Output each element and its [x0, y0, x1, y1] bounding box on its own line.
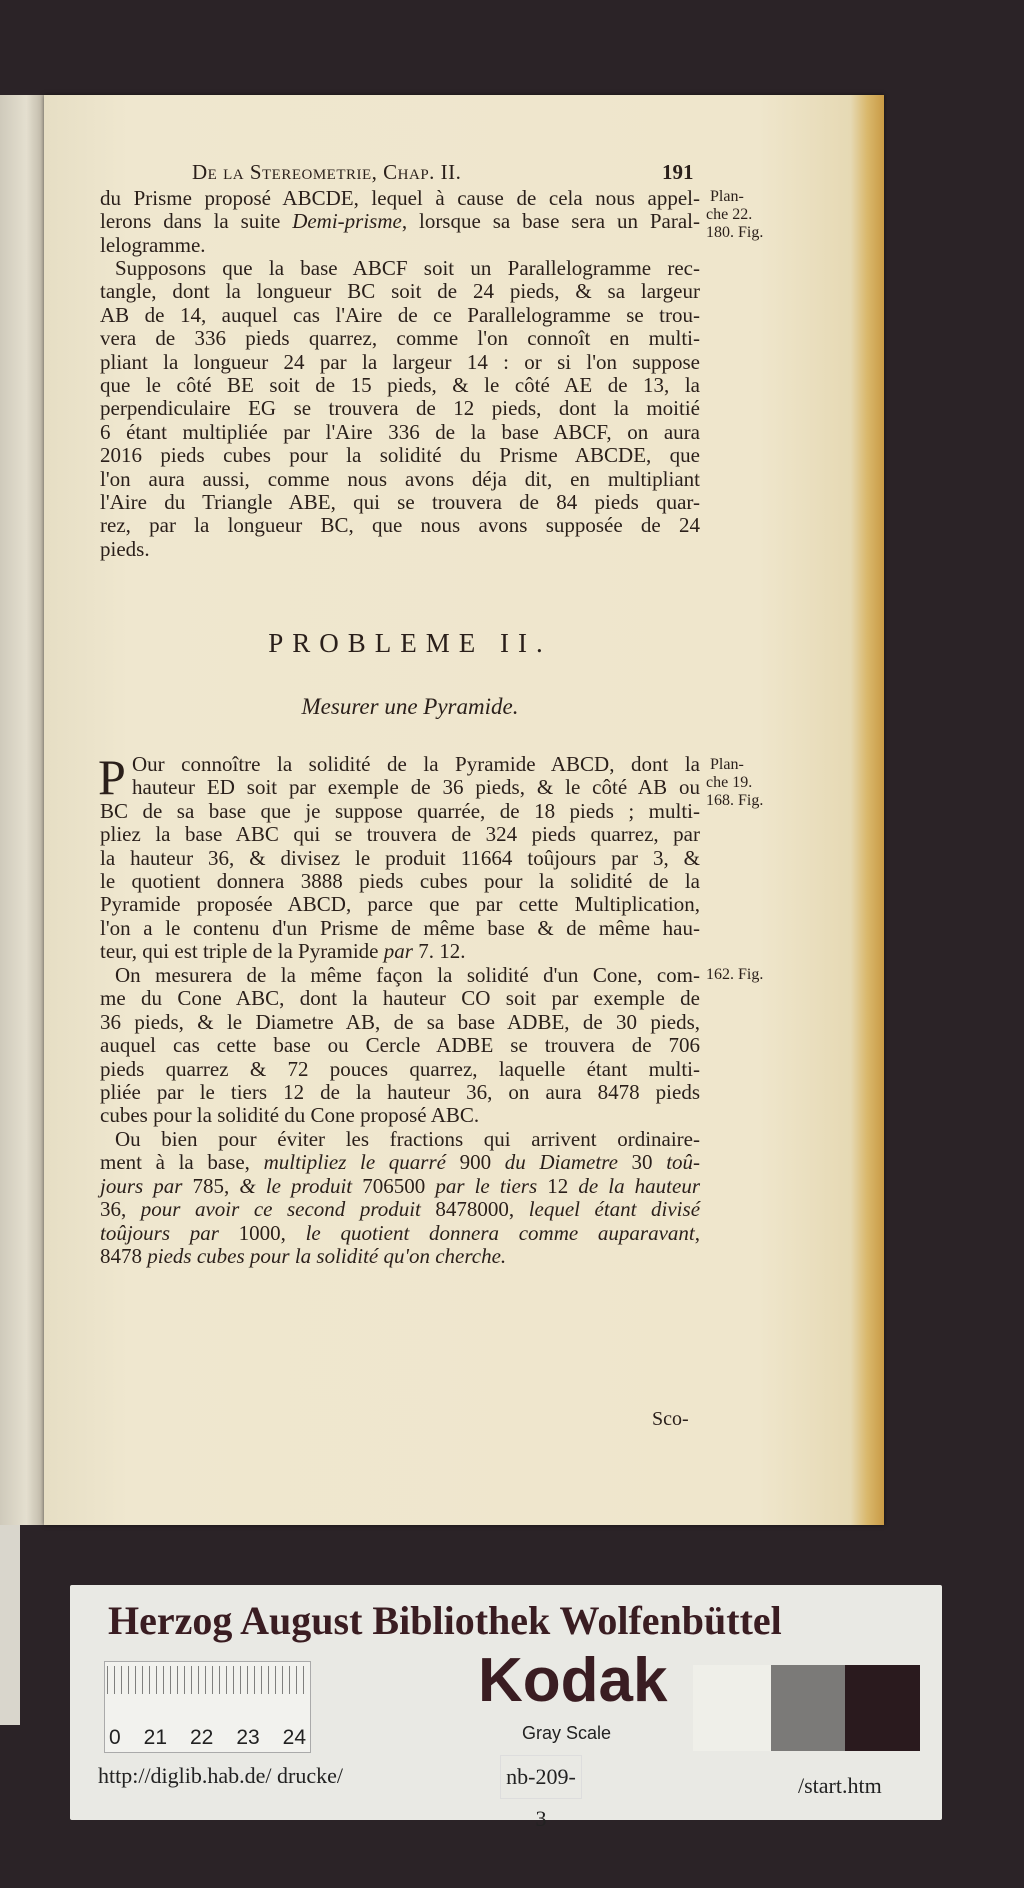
text-line: Our connoître la solidité de la Pyramide ABCD, dont la	[132, 752, 700, 776]
text-line: 8478 pieds cubes pour la solidité qu'on cherche.	[100, 1244, 507, 1268]
text-line: l'on a le contenu d'un Prisme de même base & de même hau-	[100, 915, 700, 940]
text-line: BC de sa base que je suppose quarrée, de 18 pieds ; multi-	[100, 798, 700, 823]
swatch-black	[845, 1665, 920, 1751]
text-line: vera de 336 pieds quarrez, comme l'on connoît en multi-	[100, 326, 700, 351]
text-line: pliée par le tiers 12 de la hauteur 36, on aura 8478 pieds	[100, 1080, 700, 1104]
catchword: Sco-	[652, 1408, 689, 1430]
problem-heading: PROBLEME II.	[268, 628, 552, 658]
ruler-numbers	[109, 1726, 306, 1750]
text-line: me du Cone ABC, dont la hauteur CO soit par exemple de	[100, 986, 700, 1011]
gray-scale-label: Gray Scale	[522, 1723, 612, 1743]
margin-note: 162. Fig.	[706, 966, 764, 983]
ruler	[104, 1661, 311, 1753]
text-line: Ou bien pour éviter les fractions qui arrivent ordinaire-	[115, 1127, 700, 1151]
ruler-number: 22	[189, 1726, 214, 1749]
text-line: perpendiculaire EG se trouvera de 12 pieds, dont la moitié	[100, 396, 700, 421]
text-line: pieds.	[100, 536, 150, 561]
swatch-white	[693, 1665, 771, 1751]
library-name: Herzog August Bibliothek Wolfenbüttel	[108, 1598, 782, 1643]
text-line: 36, pour avoir ce second produit 8478000, lequel étant divisé	[100, 1197, 701, 1222]
text-line: l'Aire du Triangle ABE, qui se trouvera de 84 pieds quar-	[100, 490, 700, 514]
text-line: AB de 14, auquel cas l'Aire de ce Parallelogramme se trou-	[100, 302, 700, 327]
page-number: 191	[662, 160, 694, 184]
text-line: teur, qui est triple de la Pyramide par 7. 12.	[100, 939, 466, 964]
text-line: pieds quarrez & 72 pouces quarrez, laquelle étant multi-	[100, 1056, 700, 1081]
text-line: l'on aura aussi, comme nous avons déja dit, en multipliant	[100, 466, 700, 491]
ruler-number: 24	[282, 1726, 306, 1749]
text-line: 6 étant multipliée par l'Aire 336 de la base ABCF, on aura	[100, 419, 700, 444]
facing-page-edge	[0, 95, 44, 1525]
margin-note: Plan-	[710, 188, 744, 205]
text-line: Pyramide proposée ABCD, parce que par cette Multiplication,	[100, 892, 700, 917]
margin-note: che 22.	[706, 206, 753, 223]
problem-subtitle: Mesurer une Pyramide.	[301, 694, 519, 719]
margin-note: 168. Fig.	[706, 792, 764, 809]
url-suffix: /start.htm	[798, 1773, 882, 1798]
text-line: On mesurera de la même façon la solidité d'un Cone, com-	[115, 963, 700, 987]
text-line: la hauteur 36, & divisez le produit 11664 toûjours par 3, &	[100, 845, 700, 870]
text-line: cubes pour la solidité du Cone proposé ABC.	[100, 1103, 480, 1128]
text-line: toûjours par 1000, le quotient donnera comme auparavant,	[100, 1220, 700, 1245]
text-line: hauteur ED soit par exemple de 36 pieds, & le côté AB ou	[132, 775, 700, 800]
text-line: Supposons que la base ABCF soit un Parallelogramme rec-	[115, 256, 700, 280]
text-line: que le côté BE soit de 15 pieds, & le côté AE de 13, la	[100, 373, 700, 397]
text-line: ment à la base, multipliez le quarré 900 du Diametre 30 toû-	[100, 1150, 701, 1175]
swatch-gray	[771, 1665, 845, 1751]
text-line: pliant la longueur 24 par la largeur 14 : or si l'on suppose	[100, 349, 700, 374]
library-scan-label	[70, 1585, 942, 1831]
ruler-number: 0	[109, 1726, 121, 1749]
text-line: jours par 785, & le produit 706500 par le tiers 12 de la hauteur	[100, 1173, 701, 1198]
margin-note: Plan-	[710, 756, 744, 773]
text-line: lelogramme.	[100, 232, 206, 257]
kodak-logo: Kodak	[478, 1646, 668, 1715]
text-line: 2016 pieds cubes pour la solidité du Prisme ABCDE, que	[100, 443, 700, 468]
text-line: lerons dans la suite Demi-prisme, lorsque sa base sera un Paral-	[100, 209, 700, 234]
ruler-number: 21	[143, 1726, 168, 1749]
text-line: auquel cas cette base ou Cercle ADBE se trouvera de 706	[100, 1033, 700, 1058]
running-title: De la Stereometrie, Chap. II.	[192, 160, 462, 184]
ruler-ticks	[107, 1666, 308, 1694]
text-line: tangle, dont la longueur BC soit de 24 pieds, & sa largeur	[100, 279, 700, 304]
text-line: 36 pieds, & le Diametre AB, de sa base ADBE, de 30 pieds,	[100, 1009, 700, 1034]
text-line: le quotient donnera 3888 pieds cubes pour la solidité de la	[100, 869, 700, 893]
ruler-number: 23	[236, 1726, 260, 1749]
margin-note: 180. Fig.	[706, 224, 764, 241]
library-url: http://diglib.hab.de/ drucke/	[98, 1763, 344, 1788]
drop-cap: P	[98, 749, 126, 805]
text-line: pliez la base ABC qui se trouvera de 324 pieds quarrez, par	[100, 822, 700, 847]
shelfmark: nb-209-3	[500, 1755, 582, 1799]
text-line: du Prisme proposé ABCDE, lequel à cause de cela nous appel-	[100, 186, 700, 210]
text-line: rez, par la longueur BC, que nous avons supposée de 24	[100, 513, 700, 538]
margin-note: che 19.	[706, 774, 753, 791]
facing-page-edge-lower	[0, 1525, 20, 1725]
